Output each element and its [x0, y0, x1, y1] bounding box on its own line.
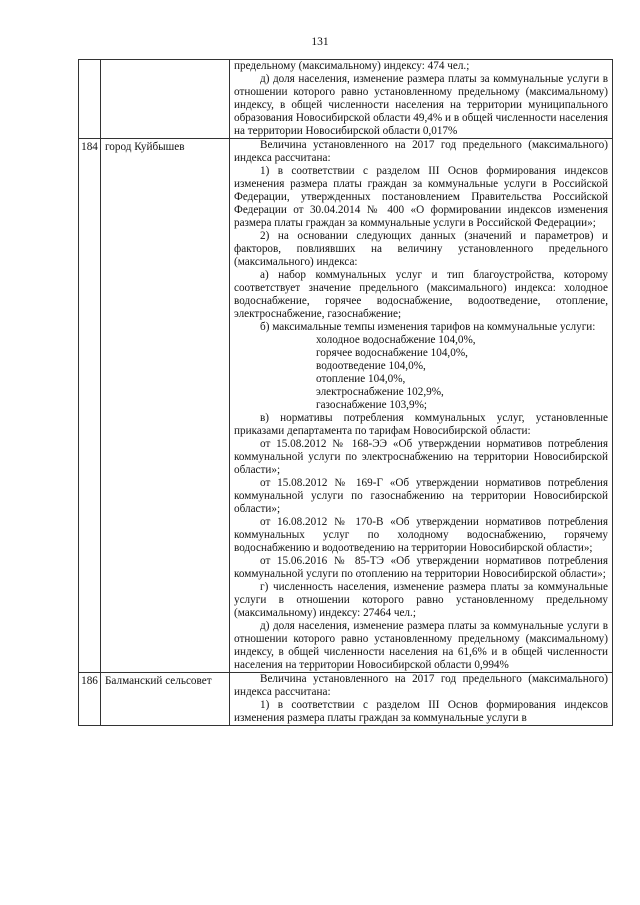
table-row [79, 60, 613, 139]
paragraph: Величина установленного на 2017 год предельного (максимального) индекса рассчитана: [234, 673, 608, 698]
paragraph: 1) в соответствии с разделом III Основ формирования индексов изменения размера платы граждан за коммунальные услуги в [234, 699, 608, 724]
paragraph: б) максимальные темпы изменения тарифов на коммунальные услуги: [260, 321, 596, 333]
description-cell [230, 60, 613, 139]
paragraph: г) численность населения, изменение размера платы за коммунальные услуги в отношении которого равно установленному предельному (максимальному) индексу: 27464 чел.; [234, 581, 608, 619]
tariff-item: холодное водоснабжение 104,0%, [316, 334, 476, 346]
page-number: 131 [311, 36, 329, 48]
paragraph: от 16.08.2012 № 170-В «Об утверждении нормативов потребления коммунальных услуг по холодному водоснабжению, горячему водоснабжению и водоотведению на территории Новосибирской области»; [234, 516, 608, 554]
tariff-item: горячее водоснабжение 104,0%, [316, 347, 468, 359]
municipality-name-cell: город Куйбышев [101, 139, 230, 673]
table-row [79, 139, 613, 673]
paragraph: от 15.08.2012 № 168-ЭЭ «Об утверждении нормативов потребления коммунальной услуги по электроснабжению на территории Новосибирской области»; [234, 438, 608, 476]
table-row [79, 673, 613, 726]
tariff-item: водоотведение 104,0%, [316, 360, 426, 372]
paragraph: а) набор коммунальных услуг и тип благоустройства, которому соответствует значение предельного (максимального) индекса: холодное водоснабжение, горячее водоснабжение, водоотведение, отопление, электроснабжение, газоснабжение; [234, 269, 608, 320]
municipality-name-cell: Балманский сельсовет [101, 673, 230, 726]
paragraph: от 15.06.2016 № 85-ТЭ «Об утверждении нормативов потребления коммунальной услуги по отоплению на территории Новосибирской области»; [234, 555, 608, 580]
paragraph: 1) в соответствии с разделом III Основ формирования индексов изменения размера платы граждан за коммунальные услуги в Российской Федерации, утвержденных постановлением Правительства Российской Федерации от 30.04.2014 № 400 «О формировании индексов изменения размера платы граждан за коммунальные услуги в Российской Федерации»; [234, 165, 608, 229]
municipality-name-cell [101, 60, 230, 139]
paragraph: Величина установленного на 2017 год предельного (максимального) индекса рассчитана: [234, 139, 608, 164]
paragraph: 2) на основании следующих данных (значений и параметров) и факторов, повлиявших на величину установленного предельного (максимального) индекса: [234, 230, 608, 268]
row-number-cell: 186 [79, 673, 101, 726]
paragraph: от 15.08.2012 № 169-Г «Об утверждении нормативов потребления коммунальной услуги по газоснабжению на территории Новосибирской области»; [234, 477, 608, 515]
row-number-cell [79, 60, 101, 139]
tariff-item: отопление 104,0%, [316, 373, 406, 385]
paragraph: д) доля населения, изменение размера платы за коммунальные услуги в отношении которого равно установленному предельному (максимальному) индексу, в общей численности населения на территории муниципального образования Новосибирской области 49,4% и в общей численности населения на территории Новосибирской области 0,017% [234, 73, 608, 137]
paragraph: в) нормативы потребления коммунальных услуг, установленные приказами департамента по тарифам Новосибирской области: [234, 412, 608, 437]
paragraph: д) доля населения, изменение размера платы за коммунальные услуги в отношении которого равно установленному предельному (максимальному) индексу, в общей численности населения на 61,6% и в общей численности населения на территории Новосибирской области 0,994% [234, 620, 608, 671]
tariff-item: электроснабжение 102,9%, [316, 386, 444, 398]
description-cell [230, 139, 613, 673]
row-number-cell: 184 [79, 139, 101, 673]
description-cell [230, 673, 613, 726]
indices-table [78, 59, 613, 726]
tariff-item: газоснабжение 103,9%; [316, 399, 427, 411]
paragraph: предельному (максимальному) индексу: 474 чел.; [234, 60, 470, 72]
